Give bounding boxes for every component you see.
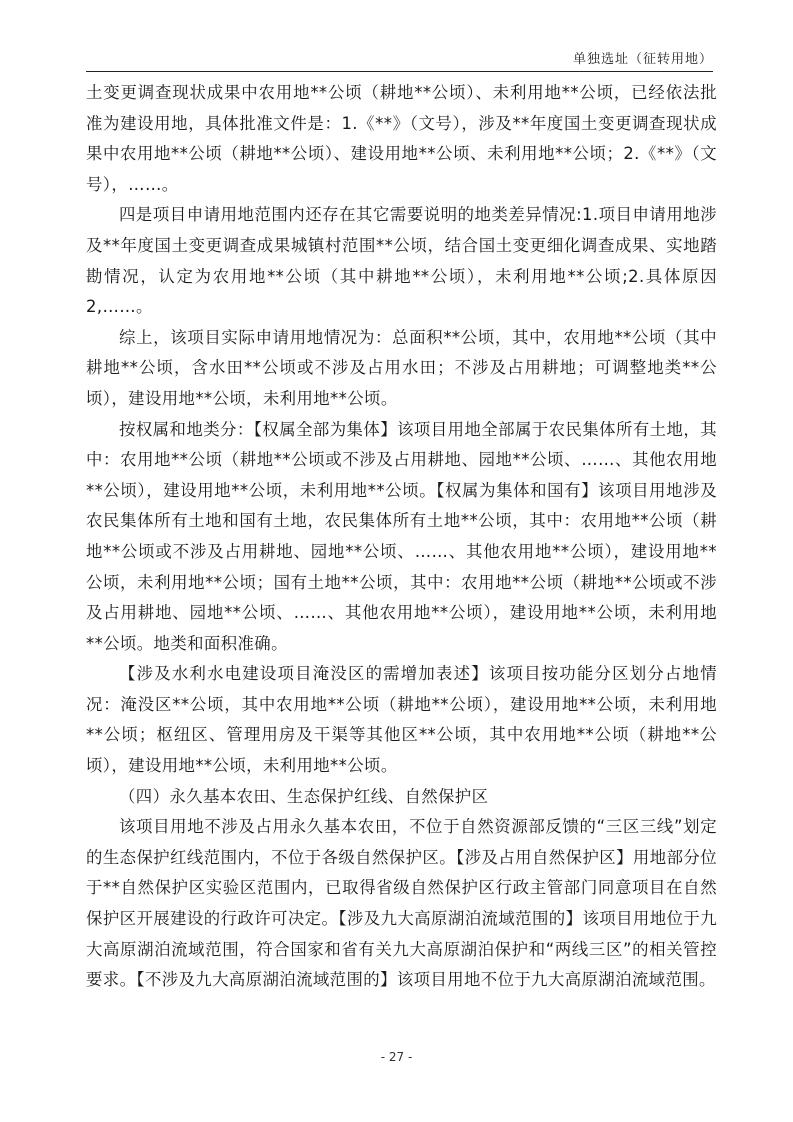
paragraph-hydropower: 【涉及水利水电建设项目淹没区的需增加表述】该项目按功能分区划分占地情况：淹没区**公顷，其中农用地**公顷（耕地**公顷），建设用地**公顷，未利用地**公顷；枢纽区、管理用房及干渠等其他区**公顷，其中农用地**公顷（耕地**公顷），建设用地**公顷，未利用地**公顷。 [86, 664, 717, 776]
paragraph-summary: 综上，该项目实际申请用地情况为：总面积**公顷，其中，农用地**公顷（其中耕地**公顷，含水田**公顷或不涉及占用水田；不涉及占用耕地；可调整地类**公顷），建设用地**公顷，未利用地**公顷。 [86, 327, 717, 408]
paragraph-continuation: 土变更调查现状成果中农用地**公顷（耕地**公顷）、未利用地**公顷，已经依法批准为建设用地，具体批准文件是：1.《**》（文号），涉及**年度国土变更调查现状成果中农用地**公顷（耕地**公顷）、建设用地**公顷、未利用地**公顷；2.《**》（文号），……。 [86, 83, 717, 194]
page-header [86, 44, 713, 72]
paragraph-land-difference: 四是项目申请用地范围内还存在其它需要说明的地类差异情况:1.项目申请用地涉及**年度国土变更调查成果城镇村范围**公顷，结合国土变更细化调查成果、实地踏勘情况，认定为农用地**公顷（其中耕地**公顷），未利用地**公顷;2.具体原因2,……。 [86, 205, 717, 317]
paragraph-protection: 该项目用地不涉及占用永久基本农田，不位于自然资源部反馈的“三区三线”划定的生态保护红线范围内，不位于各级自然保护区。【涉及占用自然保护区】用地部分位于**自然保护区实验区范围内，已取得省级自然保护区行政主管部门同意项目在自然保护区开展建设的行政许可决定。【涉及九大高原湖泊流域范围的】该项目用地位于九大高原湖泊流域范围，符合国家和省有关九大高原湖泊保护和“两线三区”的相关管控要求。【不涉及九大高原湖泊流域范围的】该项目用地不位于九大高原湖泊流域范围。 [86, 817, 717, 990]
document-body [86, 78, 717, 996]
section-heading: （四）永久基本农田、生态保护红线、自然保护区 [119, 786, 489, 806]
header-title: 单独选址（征转用地） [572, 52, 713, 67]
paragraph-ownership: 按权属和地类分：【权属全部为集体】该项目用地全部属于农民集体所有土地，其中：农用地**公顷（耕地**公顷或不涉及占用耕地、园地**公顷、……、其他农用地**公顷），建设用地**公顷，未利用地**公顷。【权属为集体和国有】该项目用地涉及农民集体所有土地和国有土地，农民集体所有土地**公顷，其中：农用地**公顷（耕地**公顷或不涉及占用耕地、园地**公顷、……、其他农用地**公顷），建设用地**公顷，未利用地**公顷；国有土地**公顷，其中：农用地**公顷（耕地**公顷或不涉及占用耕地、园地**公顷、……、其他农用地**公顷），建设用地**公顷，未利用地**公顷。地类和面积准确。 [86, 419, 717, 653]
page-number: - 27 - [380, 1050, 413, 1064]
